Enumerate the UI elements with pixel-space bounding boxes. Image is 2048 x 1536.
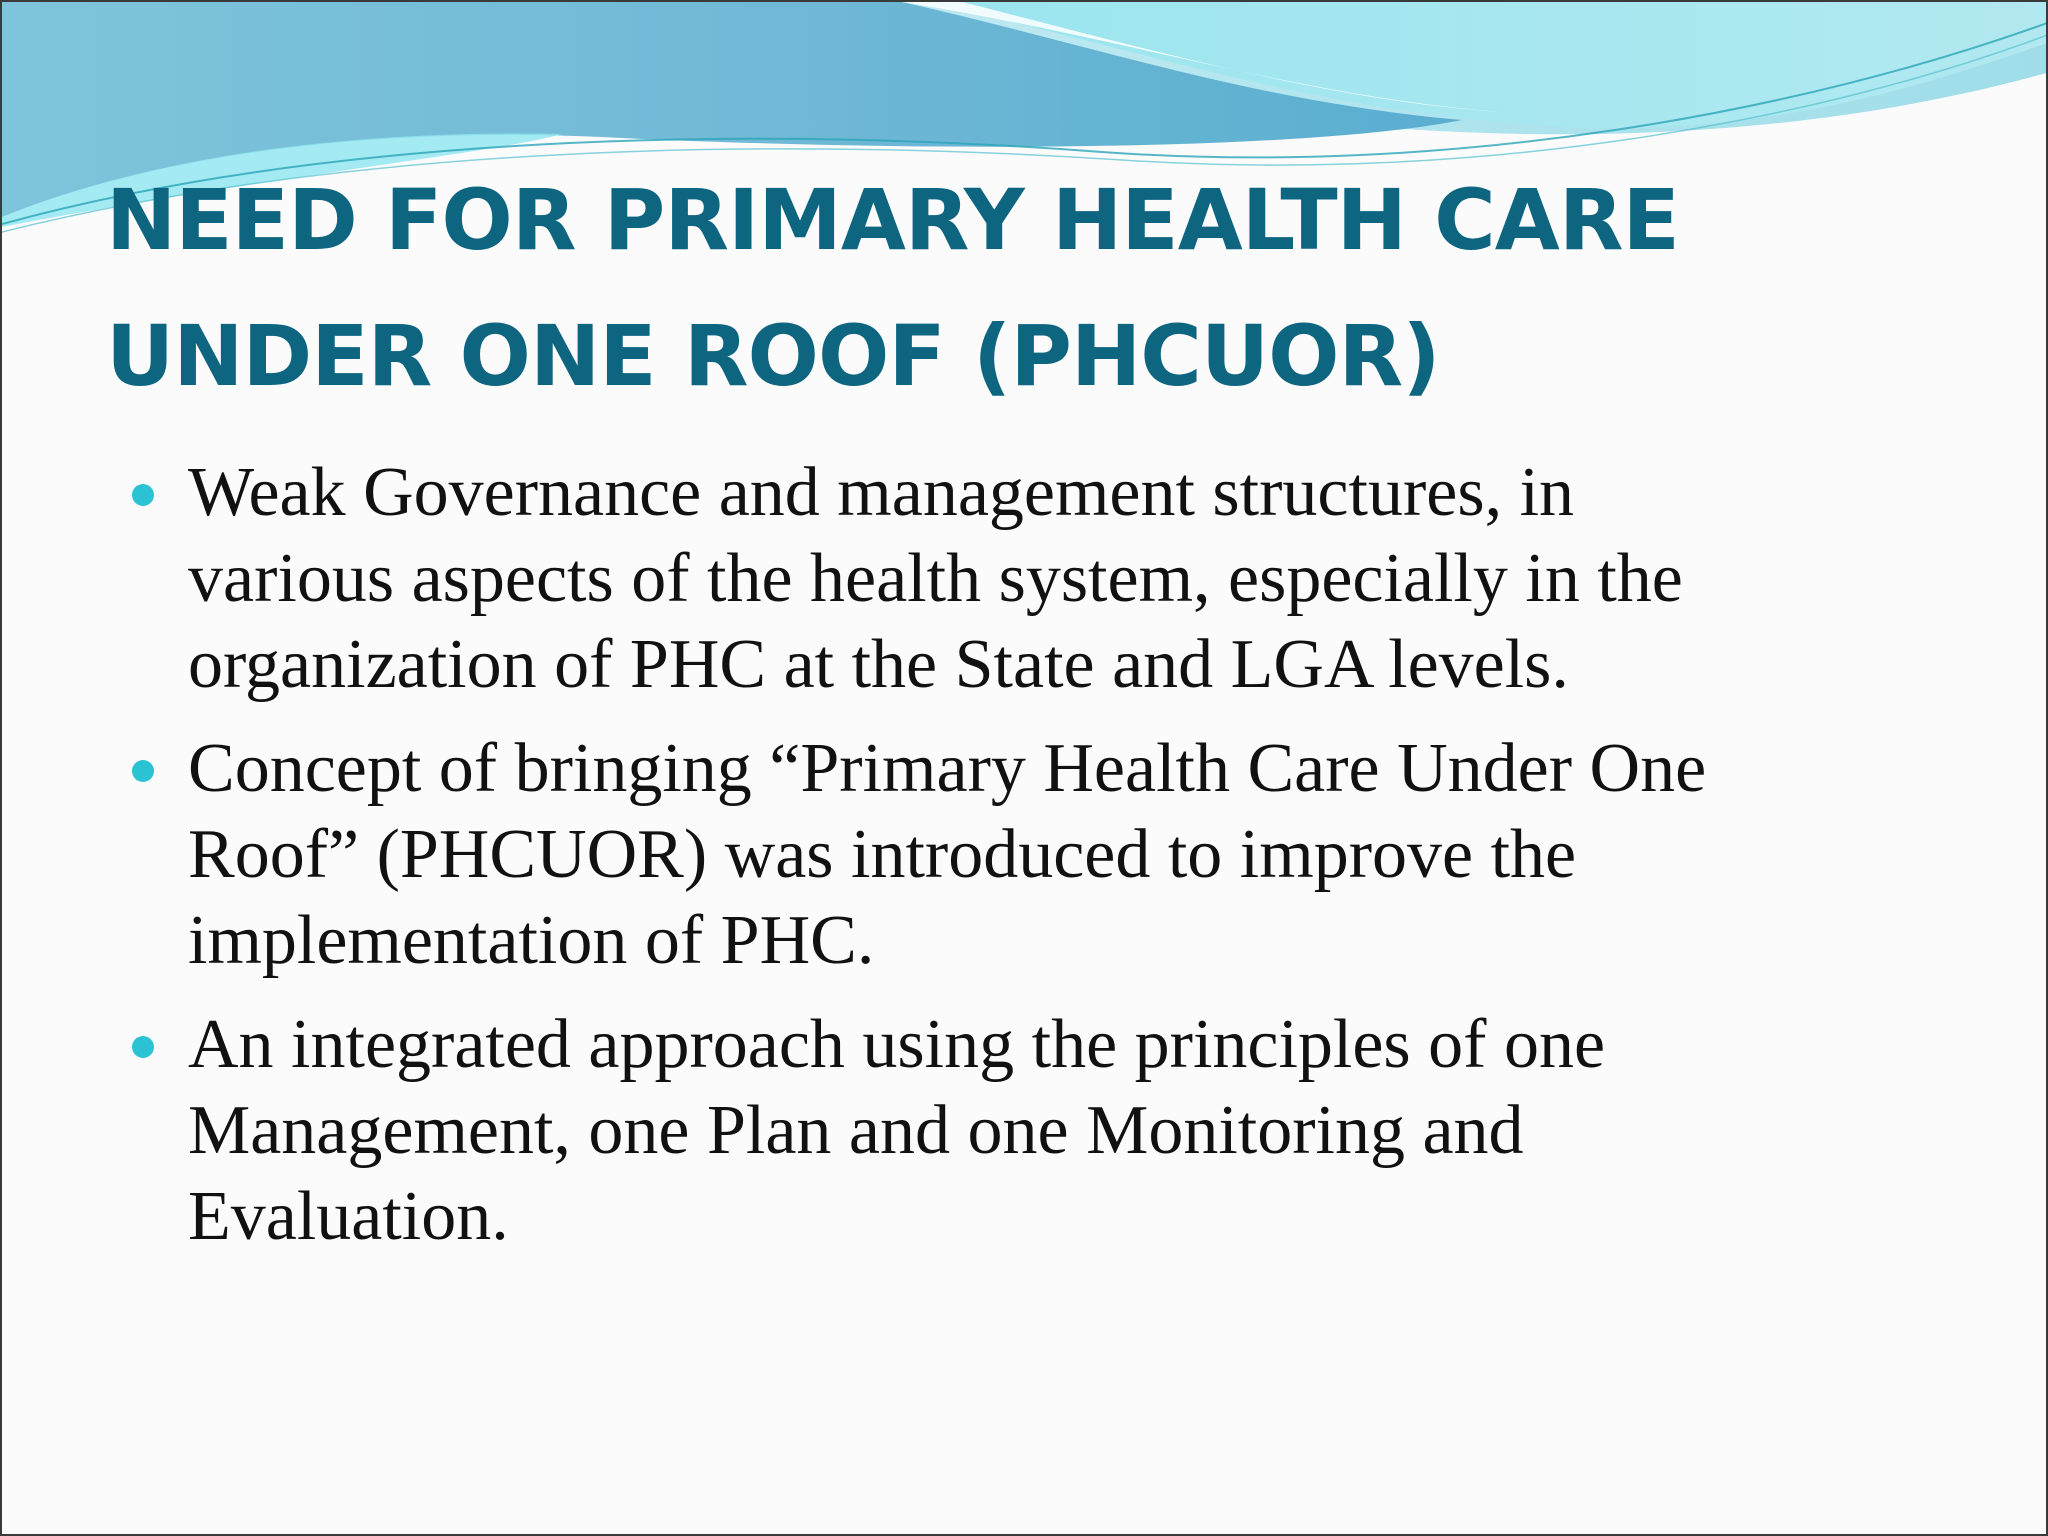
bullet-icon — [132, 1036, 154, 1058]
bullet-item — [132, 450, 1992, 708]
bullet-text-line: Evaluation. — [188, 1178, 509, 1255]
bullet-icon — [132, 484, 154, 506]
bullet-text-line: An integrated approach using the principles of one — [188, 1006, 1606, 1083]
bullet-item — [132, 726, 1992, 984]
slide-title — [106, 152, 1966, 424]
bullet-text-line: implementation of PHC. — [188, 902, 875, 979]
bullet-text-line: various aspects of the health system, especially in the — [188, 540, 1683, 617]
bullet-text-line: Roof” (PHCUOR) was introduced to improve the — [188, 816, 1577, 893]
bullet-text-line: organization of PHC at the State and LGA levels. — [188, 626, 1569, 703]
bullet-item — [132, 1002, 1992, 1260]
slide-title-line: NEED FOR PRIMARY HEALTH CARE — [106, 171, 1679, 269]
bullet-text-line: Weak Governance and management structures, in — [188, 454, 1575, 531]
bullet-text-line: Concept of bringing “Primary Health Care Under One — [188, 730, 1707, 807]
bullet-icon — [132, 760, 154, 782]
bullet-text-line: Management, one Plan and one Monitoring and — [188, 1092, 1524, 1169]
slide-title-line: UNDER ONE ROOF (PHCUOR) — [106, 307, 1440, 405]
bullet-list — [132, 450, 1992, 1278]
